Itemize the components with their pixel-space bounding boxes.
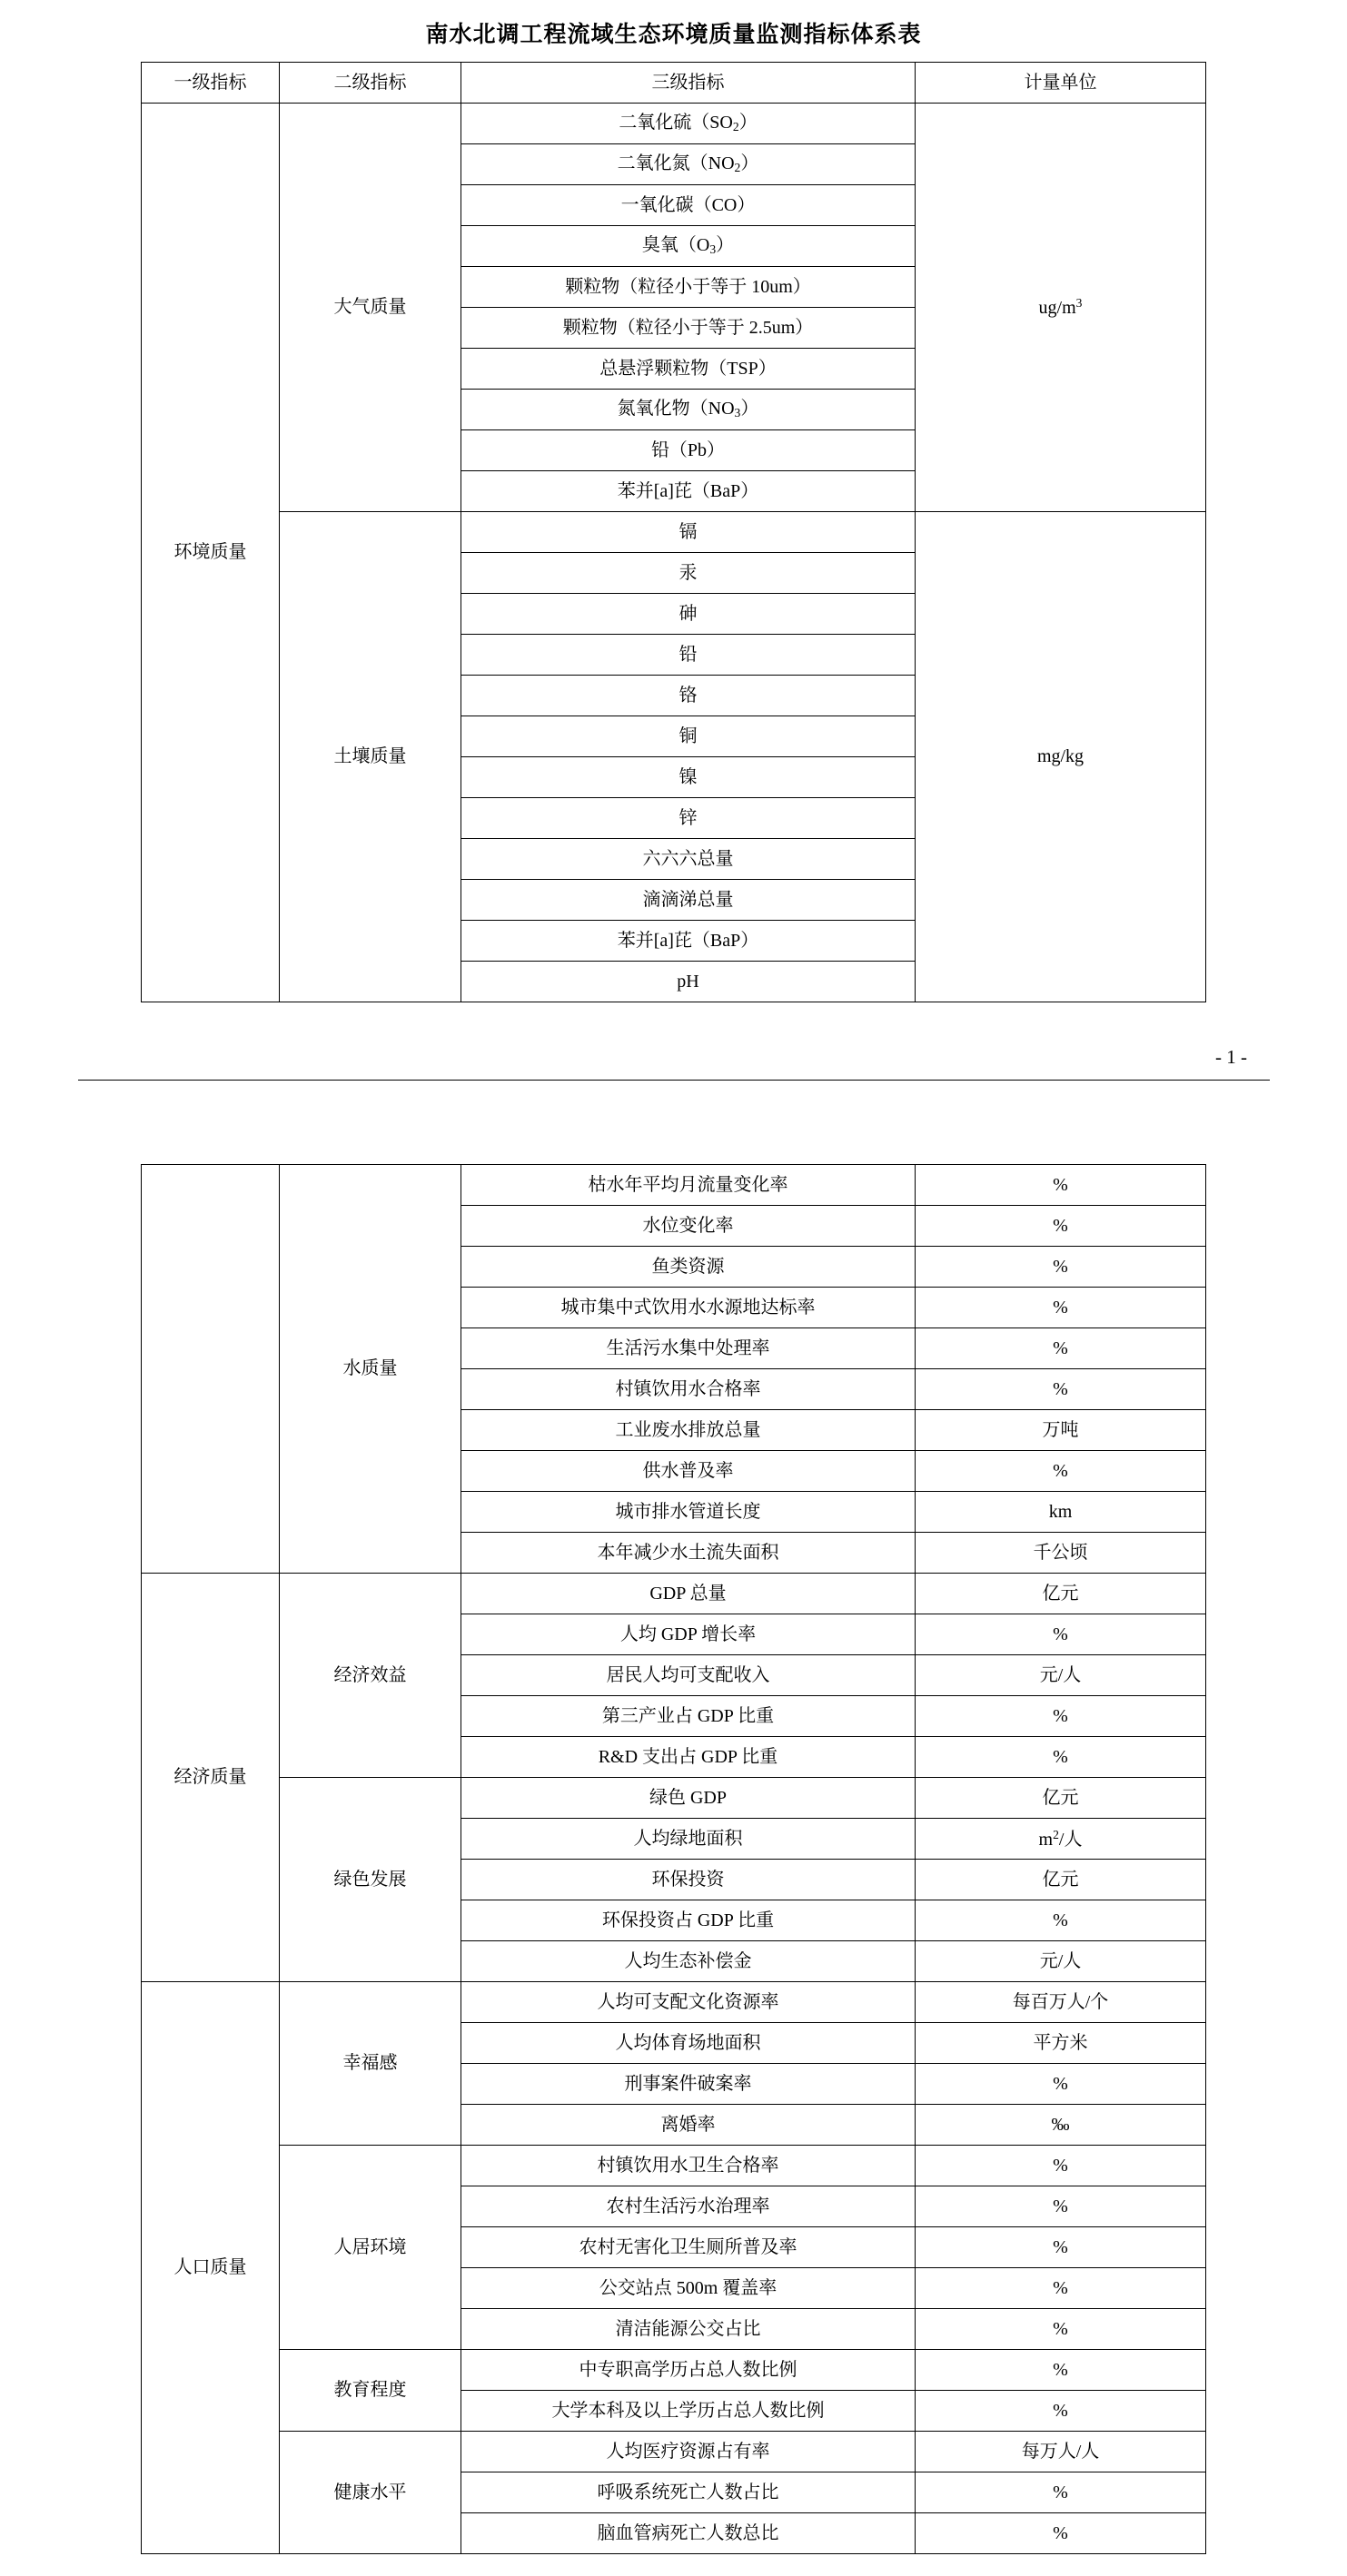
cell-level3: 刑事案件破案率	[461, 2064, 916, 2105]
cell-unit: %	[916, 1696, 1206, 1737]
page-number: - 1 -	[1215, 1046, 1247, 1068]
cell-level2-health: 健康水平	[280, 2432, 461, 2554]
cell-level3: 人均体育场地面积	[461, 2023, 916, 2064]
cell-unit: 每百万人/个	[916, 1982, 1206, 2023]
cell-level3: 城市集中式饮用水水源地达标率	[461, 1288, 916, 1328]
table-row	[142, 2432, 1206, 2472]
cell-level3: 六六六总量	[461, 839, 916, 880]
cell-level3: 二氧化氮$(NO_2)$	[461, 144, 916, 185]
cell-unit: km	[916, 1492, 1206, 1533]
cell-level3: 城市排水管道长度	[461, 1492, 916, 1533]
document-page-1	[0, 16, 1347, 1164]
cell-unit: %	[916, 1900, 1206, 1941]
cell-level3: 生活污水集中处理率	[461, 1328, 916, 1369]
cell-level3: 水位变化率	[461, 1206, 916, 1247]
cell-level3: 滴滴涕总量	[461, 880, 916, 921]
cell-unit: 元/人	[916, 1941, 1206, 1982]
cell-level3: 绿色 GDP	[461, 1778, 916, 1819]
cell-level3: 人均可支配文化资源率	[461, 1982, 916, 2023]
indicator-table-page1	[141, 62, 1206, 1002]
document-page-2	[0, 1164, 1347, 2554]
cell-level3: 农村生活污水治理率	[461, 2186, 916, 2227]
cell-unit: 每万人/人	[916, 2432, 1206, 2472]
cell-level3: R&D 支出占 GDP 比重	[461, 1737, 916, 1778]
table-row	[142, 1574, 1206, 1614]
cell-level2-happiness: 幸福感	[280, 1982, 461, 2146]
cell-unit: %	[916, 1165, 1206, 1206]
cell-level3: 颗粒物（粒径小于等于 2.5um）	[461, 308, 916, 349]
cell-unit: 亿元	[916, 1778, 1206, 1819]
cell-level3: 颗粒物（粒径小于等于 10um）	[461, 267, 916, 308]
cell-unit: %	[916, 2350, 1206, 2391]
cell-level2-education: 教育程度	[280, 2350, 461, 2432]
cell-level2-green-development: 绿色发展	[280, 1778, 461, 1982]
table-row	[142, 1982, 1206, 2023]
cell-level3: 一氧化碳（CO）	[461, 185, 916, 226]
cell-unit: 亿元	[916, 1860, 1206, 1900]
cell-unit: %	[916, 2227, 1206, 2268]
cell-unit: $m^2/$人	[916, 1819, 1206, 1860]
cell-level2-air: 大气质量	[280, 104, 461, 512]
cell-unit: %	[916, 1369, 1206, 1410]
cell-level3: 环保投资	[461, 1860, 916, 1900]
cell-level2-living-environment: 人居环境	[280, 2146, 461, 2350]
cell-unit: %	[916, 1328, 1206, 1369]
cell-unit: %	[916, 2064, 1206, 2105]
page-break-spacer	[0, 1081, 1347, 1164]
cell-unit: %	[916, 1288, 1206, 1328]
cell-level3: 离婚率	[461, 2105, 916, 2146]
cell-unit: 亿元	[916, 1574, 1206, 1614]
cell-level3: 中专职高学历占总人数比例	[461, 2350, 916, 2391]
header-level2: 二级指标	[280, 63, 461, 104]
cell-unit: %	[916, 1451, 1206, 1492]
header-level3: 三级指标	[461, 63, 916, 104]
table-row	[142, 512, 1206, 553]
cell-level3: 呼吸系统死亡人数占比	[461, 2472, 916, 2513]
cell-level3: 臭氧$(O_3)$	[461, 226, 916, 267]
cell-level3: 枯水年平均月流量变化率	[461, 1165, 916, 1206]
cell-unit: %	[916, 2309, 1206, 2350]
cell-level3: 清洁能源公交占比	[461, 2309, 916, 2350]
cell-level2-soil: 土壤质量	[280, 512, 461, 1002]
cell-unit: 千公顷	[916, 1533, 1206, 1574]
indicator-table-page2	[141, 1164, 1206, 2554]
cell-level3: 汞	[461, 553, 916, 594]
cell-level3: 供水普及率	[461, 1451, 916, 1492]
cell-unit: %	[916, 2472, 1206, 2513]
cell-level3: 总悬浮颗粒物（TSP）	[461, 349, 916, 390]
cell-level3: 人均医疗资源占有率	[461, 2432, 916, 2472]
cell-level3: 村镇饮用水合格率	[461, 1369, 916, 1410]
cell-level1-continued	[142, 1165, 280, 1574]
cell-level3: 村镇饮用水卫生合格率	[461, 2146, 916, 2186]
cell-level3: 苯并[a]芘（BaP）	[461, 471, 916, 512]
table-row	[142, 2350, 1206, 2391]
cell-level3: 苯并[a]芘（BaP）	[461, 921, 916, 962]
cell-level3: 居民人均可支配收入	[461, 1655, 916, 1696]
cell-level3: GDP 总量	[461, 1574, 916, 1614]
table-row	[142, 1778, 1206, 1819]
table-row	[142, 104, 1206, 144]
cell-level3: 锌	[461, 798, 916, 839]
cell-unit: %	[916, 1614, 1206, 1655]
cell-level3: 铜	[461, 716, 916, 757]
table-row	[142, 1165, 1206, 1206]
cell-level3: 农村无害化卫生厕所普及率	[461, 2227, 916, 2268]
cell-unit: 平方米	[916, 2023, 1206, 2064]
cell-unit: 元/人	[916, 1655, 1206, 1696]
cell-unit-air: $ug/m^3$	[916, 104, 1206, 512]
cell-level3: 公交站点 500m 覆盖率	[461, 2268, 916, 2309]
cell-unit: %	[916, 1247, 1206, 1288]
cell-unit: %	[916, 2186, 1206, 2227]
cell-level3: 脑血管病死亡人数总比	[461, 2513, 916, 2554]
cell-unit: %	[916, 1206, 1206, 1247]
cell-level1-economy: 经济质量	[142, 1574, 280, 1982]
cell-level3: 二氧化硫$(SO_2)$	[461, 104, 916, 144]
cell-level3: 铅（Pb）	[461, 430, 916, 471]
table-header-row	[142, 63, 1206, 104]
cell-unit: %	[916, 2391, 1206, 2432]
table-body-page1	[142, 104, 1206, 1002]
header-level1: 一级指标	[142, 63, 280, 104]
cell-unit: %	[916, 1737, 1206, 1778]
cell-unit: 万吨	[916, 1410, 1206, 1451]
cell-level3: 环保投资占 GDP 比重	[461, 1900, 916, 1941]
cell-level3: 铅	[461, 635, 916, 676]
cell-unit-soil: mg/kg	[916, 512, 1206, 1002]
cell-level3: 工业废水排放总量	[461, 1410, 916, 1451]
cell-level3: 人均生态补偿金	[461, 1941, 916, 1982]
page-title: 南水北调工程流域生态环境质量监测指标体系表	[425, 22, 922, 47]
cell-level3: 镉	[461, 512, 916, 553]
cell-level3: pH	[461, 962, 916, 1002]
cell-level3: 氮氧化物$(NO_3)$	[461, 390, 916, 430]
cell-level3: 大学本科及以上学历占总人数比例	[461, 2391, 916, 2432]
cell-level1-population: 人口质量	[142, 1982, 280, 2554]
cell-level3: 镍	[461, 757, 916, 798]
cell-unit: %	[916, 2513, 1206, 2554]
cell-level1: 环境质量	[142, 104, 280, 1002]
cell-unit: %	[916, 2268, 1206, 2309]
cell-level3: 本年减少水土流失面积	[461, 1533, 916, 1574]
cell-level2-water: 水质量	[280, 1165, 461, 1574]
cell-level3: 第三产业占 GDP 比重	[461, 1696, 916, 1737]
cell-level2-economic-benefit: 经济效益	[280, 1574, 461, 1778]
cell-unit: %	[916, 2146, 1206, 2186]
cell-level3: 砷	[461, 594, 916, 635]
cell-level3: 铬	[461, 676, 916, 716]
cell-level3: 人均绿地面积	[461, 1819, 916, 1860]
cell-unit: ‰	[916, 2105, 1206, 2146]
header-unit: 计量单位	[916, 63, 1206, 104]
cell-level3: 鱼类资源	[461, 1247, 916, 1288]
table-body-page2	[142, 1165, 1206, 2554]
table-row	[142, 2146, 1206, 2186]
cell-level3: 人均 GDP 增长率	[461, 1614, 916, 1655]
